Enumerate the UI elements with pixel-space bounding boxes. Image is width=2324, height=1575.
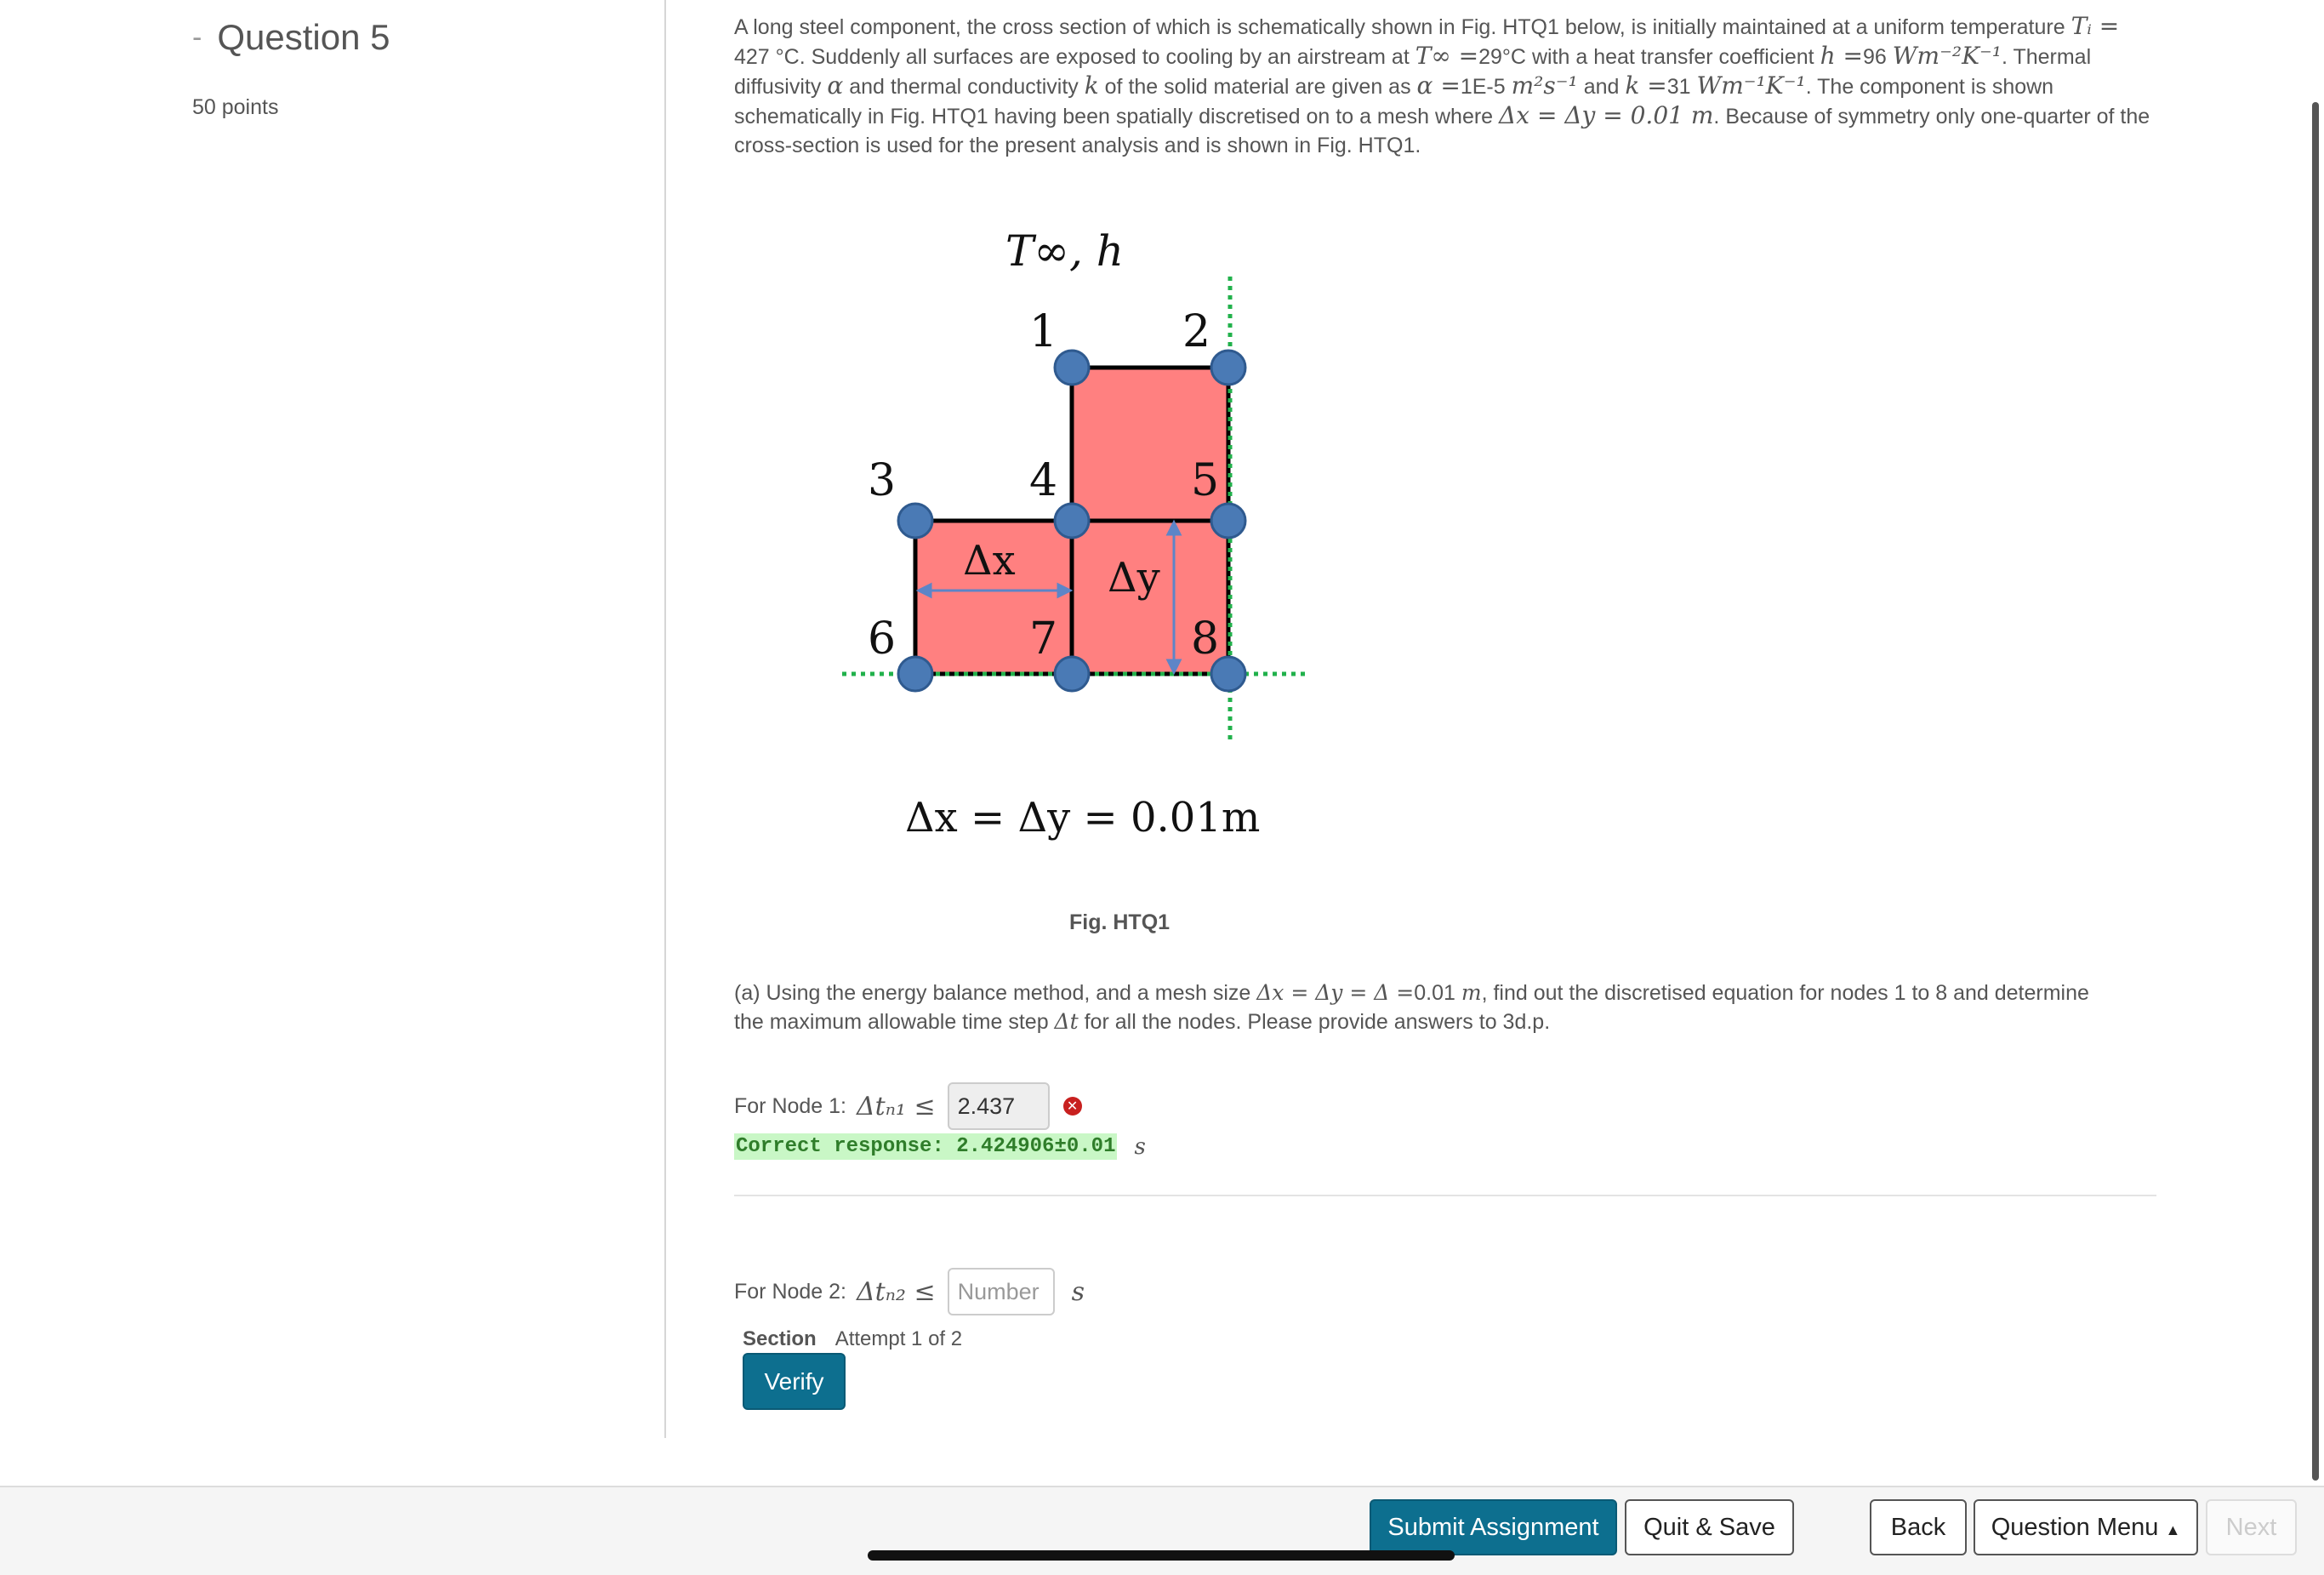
dy-label: Δy [1108, 554, 1160, 602]
attempt-count: Attempt 1 of 2 [834, 1327, 963, 1350]
figure-htq1 [817, 213, 1327, 876]
node-1-answer-row [734, 1082, 1082, 1130]
quit-save-button[interactable]: Quit & Save [1625, 1499, 1794, 1555]
correct-response [734, 1133, 1146, 1160]
node-7 [1055, 657, 1089, 691]
part-a-text: , find out the discretised equation for nodes 1 to 8 and determine the maximum allowable time step [734, 981, 2089, 1034]
node-label: 5 [1191, 455, 1220, 506]
dx-label: Δx [963, 537, 1016, 585]
problem-text: with a heat transfer coefficient [1531, 45, 1814, 69]
submit-assignment-button[interactable]: Submit Assignment [1370, 1499, 1617, 1555]
problem-text: . Thermal diffusivity [734, 45, 2092, 99]
node-1 [1055, 351, 1089, 385]
problem-text: of the solid material are given as [1104, 75, 1411, 99]
node-1-input[interactable] [948, 1082, 1050, 1130]
convection-label: T∞, h [1005, 226, 1124, 276]
problem-text: . Because of symmetry only one-quarter of the cross-section is used for the present analysis and is shown in Fig. HTQ1. [734, 105, 2150, 157]
question-title: Question 5 [217, 17, 390, 57]
ti-value: 427 °C. [734, 45, 806, 69]
node-2-answer-row [734, 1268, 1096, 1315]
mesh-symbol: Δx = Δy = Δ = [1256, 980, 1415, 1005]
node-2-symbol: Δtₙ₂ ≤ [857, 1276, 936, 1307]
question-sidebar [0, 0, 666, 1438]
mesh-equation-label: Δx = Δy = 0.01m [905, 794, 1261, 842]
footer-bar [0, 1486, 2324, 1575]
part-a-text: (a) Using the energy balance method, and a mesh size [734, 981, 1251, 1005]
h-symbol: h = [1820, 42, 1863, 70]
question-menu-button[interactable] [1974, 1499, 2198, 1555]
alpha-value: 1E-5 [1460, 75, 1506, 99]
node-label: 4 [1029, 455, 1058, 506]
dt-symbol: Δt [1054, 1009, 1079, 1034]
node-2-label: For Node 2: [734, 1279, 847, 1304]
problem-text: . The component is shown schematically in Fig. HTQ1 having been spatially discretised on to a mesh where [734, 75, 2054, 128]
node-label: 7 [1029, 613, 1058, 665]
h-unit: Wm⁻²K⁻¹ [1892, 42, 2002, 70]
error-x-icon: ✕ [1063, 1097, 1082, 1116]
k-value: 31 [1666, 75, 1691, 99]
node-1-symbol: Δtₙ₁ ≤ [857, 1091, 936, 1121]
k-unit: Wm⁻¹K⁻¹ [1696, 71, 1806, 100]
problem-text: A long steel component, the cross section of which is schematically shown in Fig. HTQ1 below, is initially maintained at a uniform temperature [734, 15, 2065, 39]
problem-statement [734, 12, 2155, 160]
alpha-unit: m²s⁻¹ [1511, 71, 1578, 100]
attempt-status [743, 1327, 962, 1351]
node-2-unit: s [1071, 1276, 1085, 1307]
k-symbol: k [1084, 71, 1099, 100]
mesh-unit: m [1461, 980, 1482, 1005]
alpha-eq: α = [1416, 71, 1461, 100]
node-3 [898, 504, 932, 538]
mesh-equation: Δx = Δy = 0.01 m [1499, 101, 1714, 129]
problem-text: and thermal conductivity [849, 75, 1079, 99]
part-a-prompt [734, 979, 2121, 1036]
k-eq: k = [1625, 71, 1667, 100]
next-button[interactable]: Next [2206, 1499, 2297, 1555]
part-a-text: for all the nodes. Please provide answers to 3d.p. [1084, 1010, 1551, 1034]
node-2 [1211, 351, 1245, 385]
node-label: 6 [868, 613, 897, 665]
question-menu-label: Question Menu [1991, 1513, 2159, 1541]
mesh-value: 0.01 [1414, 981, 1455, 1005]
correct-response-text: Correct response: 2.424906±0.01 [736, 1135, 1116, 1158]
node-1-unit: s [1134, 1133, 1146, 1160]
question-header[interactable] [192, 17, 390, 58]
tinf-symbol: T∞ = [1415, 42, 1479, 70]
alpha-symbol: α [827, 71, 844, 100]
question-points: 50 points [192, 95, 279, 119]
node-4 [1055, 504, 1089, 538]
problem-text: and [1583, 75, 1620, 99]
node-label: 1 [1029, 306, 1058, 357]
node-2-input[interactable] [948, 1268, 1055, 1315]
home-indicator[interactable] [868, 1550, 1455, 1561]
node-label: 8 [1191, 613, 1220, 665]
node-5 [1211, 504, 1245, 538]
scrollbar[interactable] [2312, 102, 2319, 1481]
node-label: 2 [1182, 306, 1211, 357]
node-1-label: For Node 1: [734, 1093, 847, 1118]
node-label: 3 [868, 455, 897, 506]
collapse-icon[interactable]: - [192, 20, 202, 54]
node-6 [898, 657, 932, 691]
verify-button[interactable]: Verify [743, 1353, 846, 1410]
problem-text: Suddenly all surfaces are exposed to cooling by an airstream at [811, 45, 1410, 69]
back-button[interactable]: Back [1870, 1499, 1967, 1555]
divider [734, 1195, 2156, 1196]
figure-caption: Fig. HTQ1 [1069, 910, 1171, 934]
caret-up-icon: ▲ [2165, 1521, 2181, 1538]
h-value: 96 [1862, 45, 1887, 69]
section-label: Section [743, 1327, 817, 1350]
tinf-value: 29°C [1478, 45, 1526, 69]
ti-symbol: Tᵢ = [2071, 12, 2120, 40]
